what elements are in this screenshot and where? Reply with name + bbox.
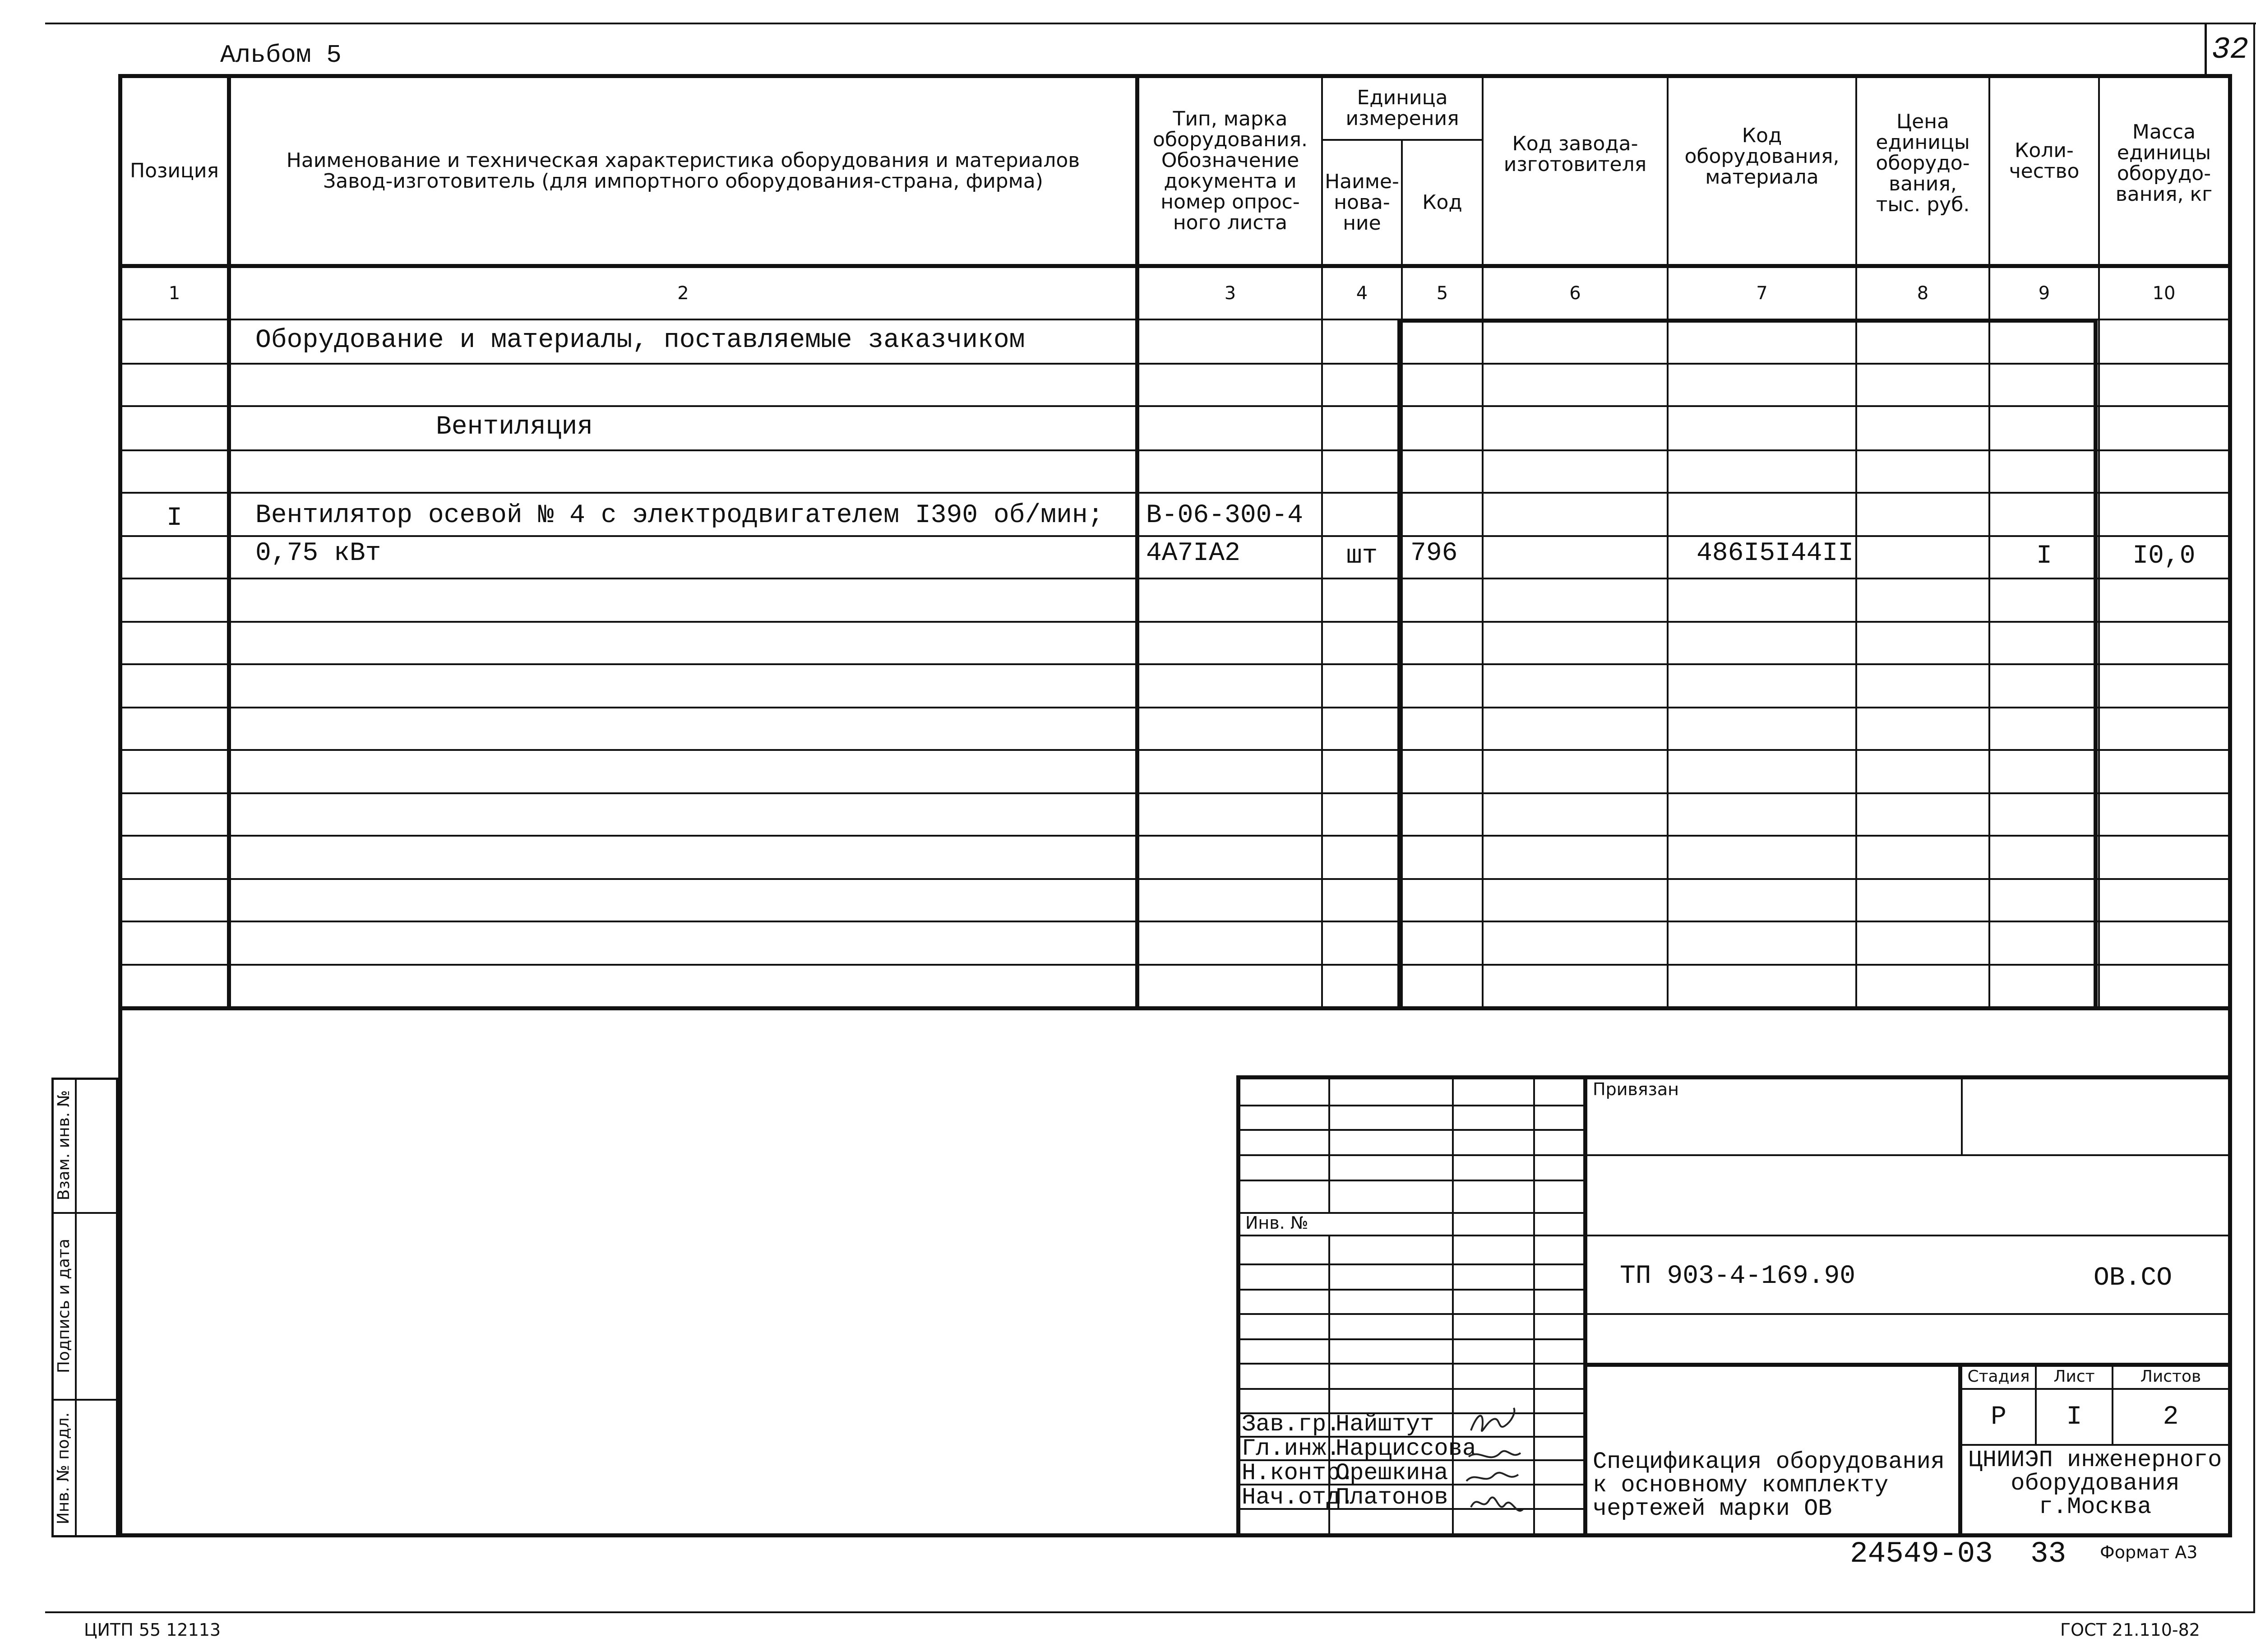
col-equip-code-header: Код оборудования, материала (1684, 124, 1840, 189)
item-unit-code: 796 (1410, 539, 1458, 568)
item-qty: I (2036, 541, 2052, 571)
col-name-header (231, 78, 1135, 264)
signature-stroke (1466, 1473, 1518, 1481)
col-price-header: Цена единицы оборудо- вания, тыс. руб. (1876, 110, 1970, 216)
item-type-line1: В-06-300-4 (1146, 501, 1304, 530)
item-equip-code: 486I5I44II (1697, 539, 1854, 568)
doc-mark: ОВ.СО (2094, 1263, 2173, 1293)
col-unit-group-header: Единица измерения (1345, 86, 1459, 130)
item-position: I (166, 503, 182, 533)
signature-stroke (1471, 1408, 1514, 1431)
col-plant-code-header: Код завода- изготовителя (1503, 132, 1647, 176)
page-number: 33 (2030, 1537, 2066, 1571)
item-mass: I0,0 (2132, 541, 2196, 571)
printer-code: ЦИТП 55 12113 (84, 1620, 221, 1640)
header-bottom-line (118, 264, 2232, 268)
frame-right (2228, 74, 2232, 1537)
col-number: 8 (1917, 283, 1929, 304)
col-pos-header: Позиция (129, 159, 219, 182)
col-number: 5 (1436, 283, 1448, 304)
doc-code: ТП 903-4-169.90 (1620, 1262, 1856, 1291)
top-trim-line (45, 23, 2256, 24)
sheet-value: I (2066, 1402, 2082, 1432)
col-number: 7 (1756, 283, 1768, 304)
signature-stroke (1469, 1451, 1521, 1458)
col-number: 6 (1569, 283, 1581, 304)
col-number: 9 (2038, 283, 2050, 304)
bold-frame-cols-5-9 (1397, 319, 2098, 1010)
format-label: Формат А3 (2100, 1542, 2198, 1562)
col-number: 1 (168, 283, 180, 304)
col-unit-code-header: Код (1422, 190, 1462, 214)
item-unit-name: шт (1346, 541, 1378, 571)
col-name-header-line2: Завод-изготовитель (для импортного оборудования-страна, фирма) (323, 169, 1043, 193)
col-number: 2 (677, 283, 689, 304)
organization: ЦНИИЭП инженерного оборудования г.Москва (1968, 1447, 2222, 1520)
stage-value: Р (1991, 1402, 2006, 1432)
col-name-header-line1: Наименование и техническая характеристика оборудования и материалов (286, 148, 1080, 172)
stage-label: Стадия (1967, 1367, 2030, 1386)
inv-number-label: Инв. № (1245, 1213, 1308, 1233)
document-title: Спецификация оборудования к основному комплекту чертежей марки ОВ (1593, 1448, 1945, 1522)
right-trim-line (2253, 23, 2255, 1613)
signature-stroke (1471, 1497, 1523, 1511)
col-unit-name-header: Наиме- нова- ние (1325, 170, 1399, 235)
col-type-header: Тип, марка оборудования. Обозначение документа и номер опрос- ного листа (1153, 107, 1308, 234)
col-number: 3 (1224, 283, 1236, 304)
privyazan-label: Привязан (1593, 1079, 1679, 1099)
col-mass-header: Масса единицы оборудо- вания, кг (2115, 120, 2213, 206)
col-number: 10 (2152, 283, 2176, 304)
stamp-inv-podl: Инв. № подл. (54, 1412, 73, 1525)
sheets-value: 2 (2163, 1402, 2179, 1432)
gost-code: ГОСТ 21.110-82 (2060, 1620, 2200, 1640)
stamp-podpis-data: Подпись и дата (54, 1238, 73, 1374)
sheet-label: Лист (2053, 1367, 2095, 1386)
item-name-line2: 0,75 кВт (255, 539, 381, 568)
bottom-trim-line (45, 1611, 2255, 1613)
item-name-line1: Вентилятор осевой № 4 с электродвигателем I390 об/мин; (255, 501, 1104, 530)
item-type-line2: 4А7IА2 (1146, 539, 1240, 568)
section-title: Оборудование и материалы, поставляемые заказчиком (255, 326, 1025, 355)
archive-number: 24549-03 (1850, 1537, 1993, 1571)
stamp-vzam-inv: Взам. инв. № (54, 1090, 73, 1201)
sheets-label: Листов (2140, 1367, 2201, 1386)
col-number: 4 (1356, 283, 1368, 304)
album-label: Альбом 5 (220, 41, 342, 69)
people-column: Найштут Нарциссова Орешкина Платонов (1336, 1411, 1477, 1511)
titleblock-top (1236, 1075, 2232, 1079)
titleblock-left (1236, 1075, 1240, 1537)
roles-column: Зав.гр. Гл.инж. Н.контр. Нач.отд. (1242, 1411, 1355, 1511)
handwritten-signatures (1462, 1403, 1539, 1539)
titleblock-main-divider (1583, 1075, 1587, 1537)
sheet-number: 32 (2211, 32, 2249, 67)
col-qty-header: Коли- чество (2009, 139, 2080, 183)
subsection-title: Вентиляция (436, 412, 593, 442)
